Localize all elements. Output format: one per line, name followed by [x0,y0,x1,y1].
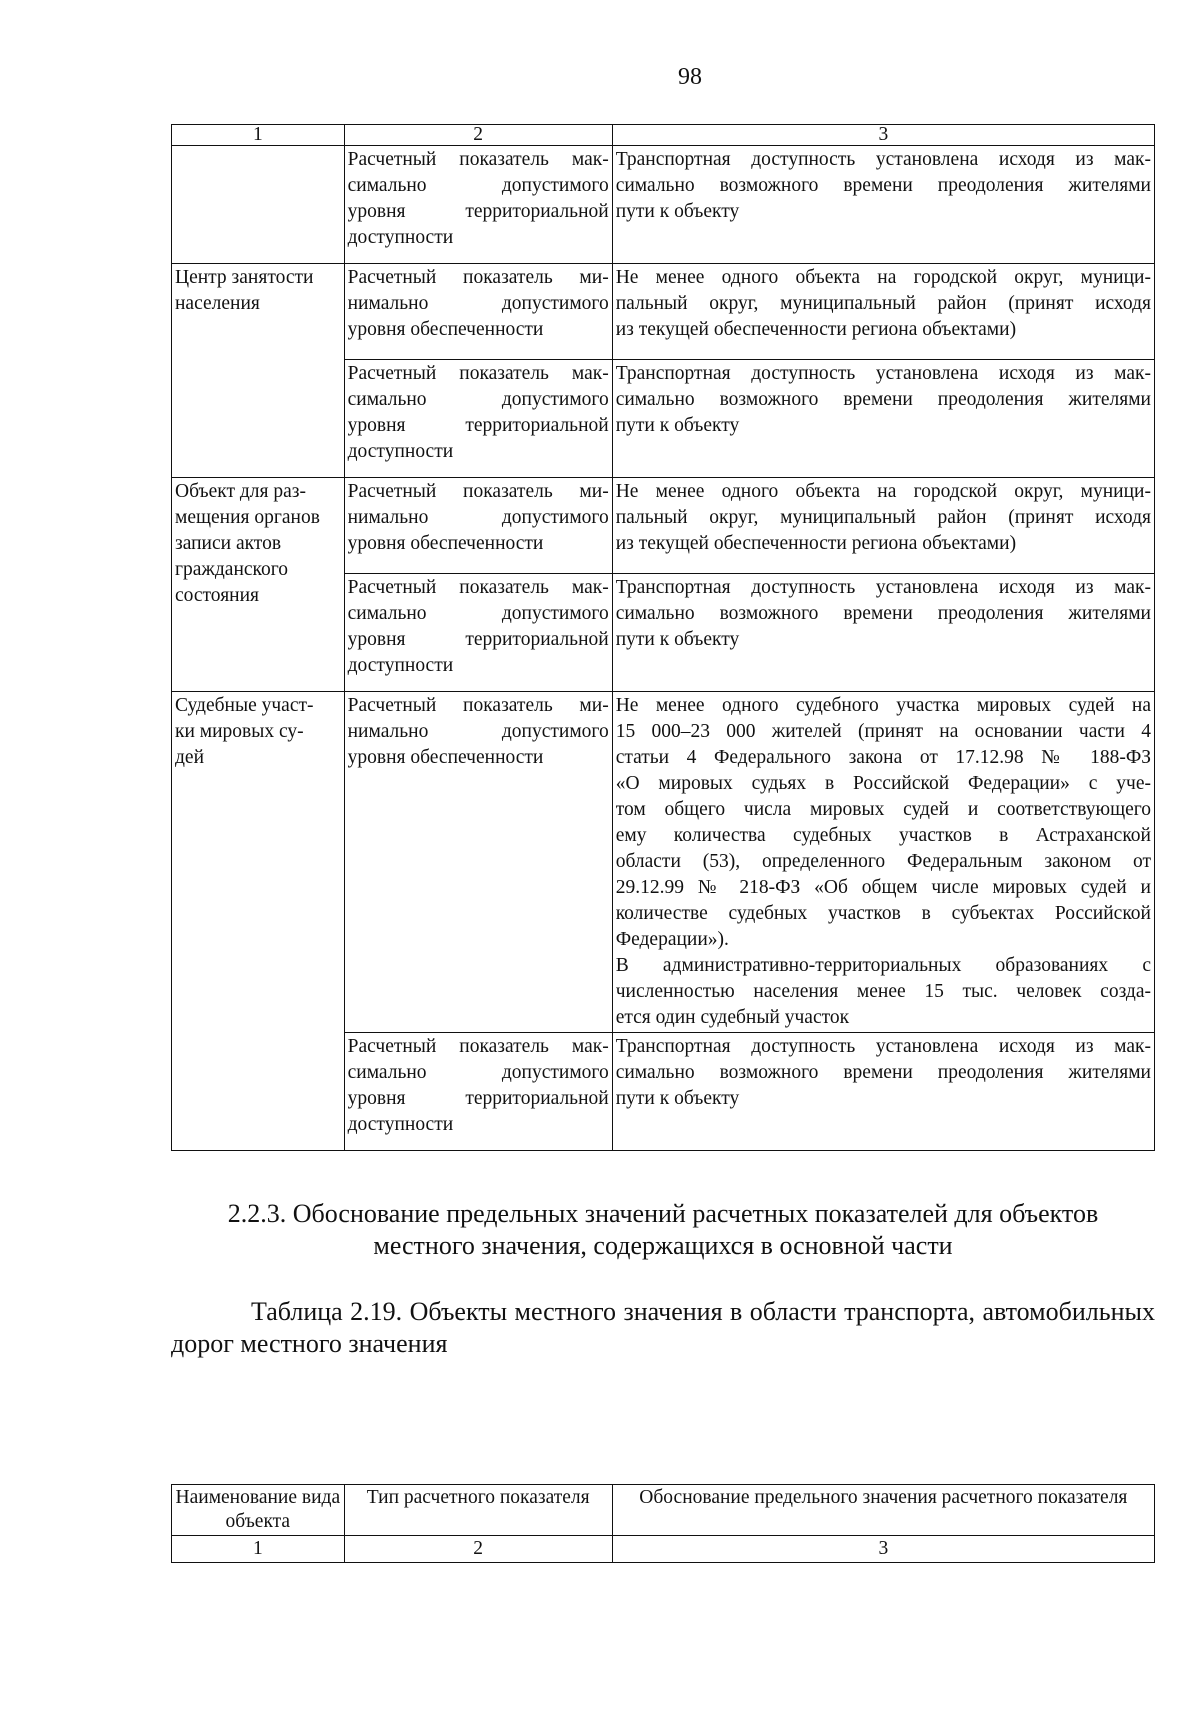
text-line: пути к объекту [615,629,740,650]
column-number-row [172,125,1155,146]
header-object-name: Наименование вида объекта [172,1485,345,1536]
text-line: Расчетный показатель мак- [347,1036,609,1057]
table-row [172,478,1155,574]
object-name-cell [172,478,345,692]
text-line: доступности [347,227,454,248]
text-line: доступности [347,441,454,462]
text-line: доступности [347,1114,454,1135]
header-justification: Обоснование предельного значения расчетного показателя [612,1485,1154,1536]
text-line: пути к объекту [615,201,740,222]
text-line: Транспортная доступность установлена исходя из мак- [615,577,1151,598]
text-line: Расчетный показатель ми- [347,695,609,716]
section-heading-line-1: 2.2.3. Обоснование предельных значений расчетных показателей для объектов [227,1199,1099,1228]
text-line: ки мировых су- [175,721,304,742]
transport-table-header-row [172,1485,1155,1536]
standards-table [171,124,1155,1151]
indicator-type-cell [344,574,612,692]
text-line: статьи 4 Федерального закона от 17.12.98 № 188-ФЗ [615,747,1151,768]
indicator-type-cell [344,478,612,574]
table-row [172,146,1155,264]
text-line: симально возможного времени преодоления жителями [615,603,1151,624]
text-line: пальный округ, муниципальный район (принят исходя [615,293,1151,314]
text-line: пути к объекту [615,1088,740,1109]
text-line: симально возможного времени преодоления жителями [615,175,1151,196]
text-line: симально допустимого [347,603,609,624]
text-line: том общего числа мировых судей и соответствующего [615,799,1151,820]
text-line: области (53), определенного Федеральным законом от [615,851,1151,872]
text-line: Не менее одного объекта на городской округ, муници- [615,267,1151,288]
text-line: уровня территориальной [347,201,609,222]
text-line: Не менее одного судебного участка мировых судей на [615,695,1151,716]
indicator-type-cell [344,360,612,478]
text-line: из текущей обеспеченности региона объектами) [615,319,1017,340]
object-name-cell [172,146,345,264]
text-line: Расчетный показатель ми- [347,481,609,502]
text-line: мещения органов [175,507,320,528]
indicator-type-cell [344,1033,612,1151]
text-line: пути к объекту [615,415,740,436]
text-line: пальный округ, муниципальный район (принят исходя [615,507,1151,528]
justification-cell [612,1033,1154,1151]
text-line: 29.12.99 № 218-ФЗ «Об общем числе мировых судей и [615,877,1151,898]
justification-cell [612,574,1154,692]
text-line: населения [175,293,260,314]
transport-table-number-row [172,1536,1155,1563]
text-line: нимально допустимого [347,293,609,314]
column-number-1: 1 [172,125,345,146]
justification-cell [612,692,1154,1033]
text-line: уровня обеспеченности [347,533,544,554]
text-line: уровня обеспеченности [347,747,544,768]
text-line: симально возможного времени преодоления жителями [615,389,1151,410]
object-name-cell [172,264,345,478]
text-line: симально возможного времени преодоления жителями [615,1062,1151,1083]
text-line: Расчетный показатель мак- [347,149,609,170]
text-line: Федерации»). [615,929,729,950]
text-line: Расчетный показатель мак- [347,577,609,598]
text-line: гражданского [175,559,289,580]
text-line: уровня территориальной [347,415,609,436]
text-line: В административно-территориальных образованиях с [615,955,1151,976]
text-line: Транспортная доступность установлена исходя из мак- [615,363,1151,384]
text-line: Не менее одного объекта на городской округ, муници- [615,481,1151,502]
text-line: Расчетный показатель ми- [347,267,609,288]
table-caption: Таблица 2.19. Объекты местного значения в области транспорта, автомобильных дорог местного значения [171,1297,1155,1358]
table-row [172,692,1155,1033]
text-line: количестве судебных участков в субъектах Российской [615,903,1151,924]
column-number-3: 3 [612,125,1154,146]
text-line: доступности [347,655,454,676]
indicator-type-cell [344,146,612,264]
text-line: уровня территориальной [347,629,609,650]
text-line: симально допустимого [347,175,609,196]
section-heading-line-2: местного значения, содержащихся в основной части [373,1231,953,1260]
text-line: Расчетный показатель мак- [347,363,609,384]
justification-cell [612,264,1154,360]
text-line: состояния [175,585,259,606]
page-number: 98 [678,64,702,90]
transport-table [171,1484,1155,1563]
indicator-type-cell [344,692,612,1033]
text-line: Объект для раз- [175,481,306,502]
text-line: Судебные участ- [175,695,314,716]
column-number-2: 2 [344,125,612,146]
text-line: уровня обеспеченности [347,319,544,340]
table-row [172,264,1155,360]
justification-cell [612,360,1154,478]
text-line: симально допустимого [347,389,609,410]
text-line: Центр занятости [175,267,314,288]
text-line: дей [175,747,205,768]
text-line: записи актов [175,533,282,554]
text-line: ется один судебный участок [615,1007,850,1028]
text-line: 15 000–23 000 жителей (принят на основании части 4 [615,721,1151,742]
text-line: нимально допустимого [347,721,609,742]
text-line: из текущей обеспеченности региона объектами) [615,533,1017,554]
text-line: уровня территориальной [347,1088,609,1109]
text-line: Транспортная доступность установлена исходя из мак- [615,149,1151,170]
transport-column-number-1: 1 [172,1536,345,1563]
justification-cell [612,478,1154,574]
text-line: нимально допустимого [347,507,609,528]
text-line: симально допустимого [347,1062,609,1083]
justification-cell [612,146,1154,264]
text-line: «О мировых судьях в Российской Федерации» с уче- [615,773,1151,794]
text-line: ему количества судебных участков в Астраханской [615,825,1151,846]
object-name-cell [172,692,345,1151]
transport-column-number-2: 2 [344,1536,612,1563]
indicator-type-cell [344,264,612,360]
text-line: Транспортная доступность установлена исходя из мак- [615,1036,1151,1057]
header-indicator-type: Тип расчетного показателя [344,1485,612,1536]
text-line: численностью населения менее 15 тыс. человек созда- [615,981,1151,1002]
transport-column-number-3: 3 [612,1536,1154,1563]
